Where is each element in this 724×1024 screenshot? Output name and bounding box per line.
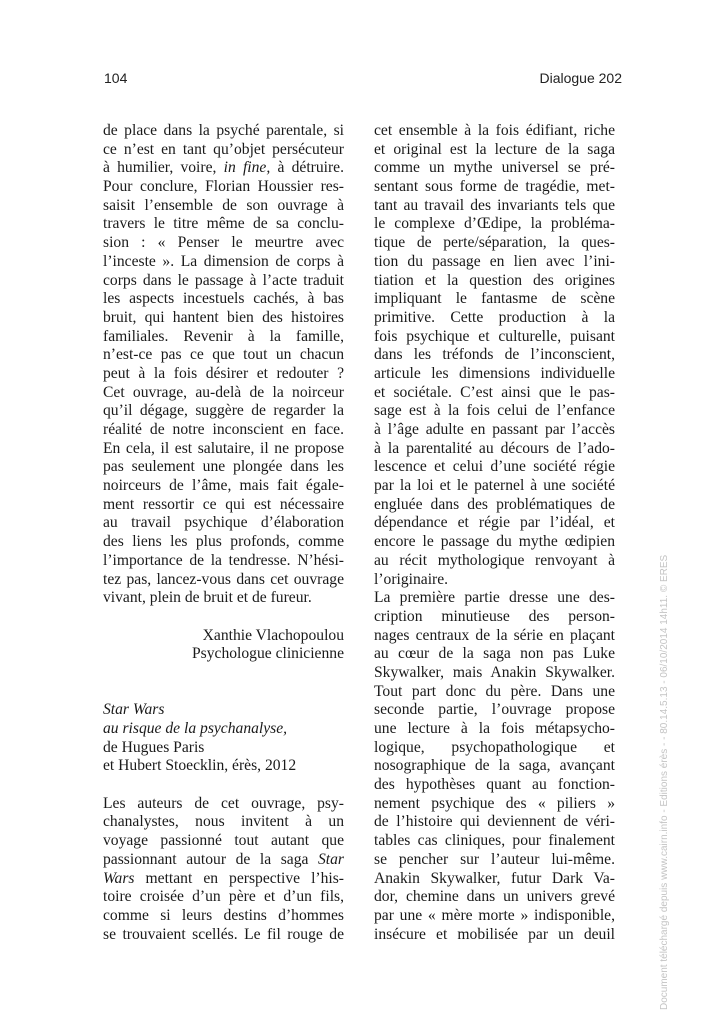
text-line: fois psychique et culturelle, puisant	[374, 327, 615, 345]
text-line: sage est à la fois celui de l’enfance	[374, 402, 615, 420]
text-line: articule les dimensions individuelle	[374, 364, 615, 382]
text-line: les aspects incestuels cachés, à bas	[103, 290, 344, 308]
text-line: et original est la lecture de la saga	[374, 140, 615, 158]
text-line: des liens les plus profonds, comme	[103, 533, 344, 551]
text-line: à humilier, voire, in fine, à détruire.	[103, 159, 345, 177]
text-line: insécure et mobilisée par un deuil	[374, 925, 615, 943]
text-line: le complexe d’Œdipe, la probléma-	[374, 215, 615, 233]
text-line: Tout part donc du père. Dans une	[374, 682, 615, 700]
book-title-line-1: Star Wars	[103, 701, 165, 719]
text-line: de place dans la psyché parentale, si	[103, 122, 344, 139]
text-line: et sociétale. C’est ainsi que le pas-	[374, 383, 615, 401]
text-line: pas seulement une plongée dans les	[103, 458, 344, 476]
text-line: au récit mythologique renvoyant à	[374, 551, 615, 569]
text-line: l’inceste ». La dimension de corps à	[103, 252, 344, 270]
text-line: des hypothèses quant au fonction-	[374, 776, 615, 794]
text-line: par la loi et le paternel à une société	[374, 477, 615, 495]
text-line: tion du passage en lien avec l’ini-	[374, 252, 615, 270]
text-line: Pour conclure, Florian Houssier res-	[103, 178, 344, 196]
text-line: logique, psychopathologique et	[374, 738, 615, 756]
text-line: familiales. Revenir à la famille,	[103, 327, 344, 345]
text-line: par une « mère morte » indisponible,	[374, 906, 615, 924]
text-line: engluée dans des problématiques de	[374, 495, 615, 513]
text-line: impliquant le fantasme de scène	[374, 290, 615, 308]
text-line: se pencher sur l’auteur lui-même.	[374, 850, 615, 868]
text-line: seconde partie, l’ouvrage propose	[374, 701, 615, 719]
text-line: tant au travail des invariants tels que	[374, 196, 615, 214]
review-paragraph-ending	[103, 122, 344, 608]
review-paragraph-description	[374, 589, 615, 944]
text-line: nosographique de la saga, avançant	[374, 757, 615, 775]
text-line: dor, chemine dans un univers grevé	[374, 888, 615, 906]
text-line: ce n’est en tant qu’objet persécuteur	[103, 140, 344, 158]
download-watermark: Document téléchargé depuis www.cairn.info - Editions érès - - 80.14.5.13 - 06/10/2014 14h11. © ERES	[659, 554, 670, 1010]
text-line: tique de perte/séparation, la ques-	[374, 234, 615, 252]
right-column	[374, 122, 615, 944]
text-line: primitive. Cette production à la	[374, 308, 615, 326]
text-line: n’est-ce pas ce que tout un chacun	[103, 346, 344, 364]
text-line: Cet ouvrage, au-delà de la noirceur	[103, 383, 344, 401]
text-line: au cœur de la saga non pas Luke	[374, 645, 615, 663]
text-line: En cela, il est salutaire, il ne propose	[103, 439, 344, 457]
text-line: à la parentalité au décours de l’ado-	[374, 439, 615, 457]
text-line: La première partie dresse une des-	[374, 589, 615, 607]
book-title-line-2: au risque de la psychanalyse,	[103, 720, 288, 737]
text-line: au travail psychique d’élaboration	[103, 514, 344, 532]
text-line: qu’il dégage, suggère de regarder la	[103, 402, 344, 420]
text-line: comme si leurs destins d’hommes	[103, 906, 344, 924]
text-line: chanalystes, nous invitent à un	[103, 813, 344, 831]
text-line: une lecture à la fois métapsycho-	[374, 720, 615, 737]
text-line: tables cas cliniques, pour finalement	[374, 832, 615, 850]
journal-title: Dialogue 202	[539, 70, 622, 86]
review-paragraph-start	[103, 795, 344, 945]
text-line: travers le titre même de sa conclu-	[103, 215, 344, 233]
text-line: sentant sous forme de tragédie, met-	[374, 178, 615, 196]
text-line: Anakin Skywalker, futur Dark Va-	[374, 869, 615, 887]
text-line: cription minutieuse des person-	[374, 607, 615, 625]
text-line: toire croisée d’un père et d’un fils,	[103, 888, 344, 906]
text-line: Skywalker, mais Anakin Skywalker.	[374, 663, 615, 681]
text-line: sion : « Penser le meurtre avec	[103, 234, 344, 252]
text-line: lescence et celui d’une société régie	[374, 458, 615, 476]
text-line: nement psychique des « piliers »	[374, 794, 615, 812]
text-line: à l’âge adulte en passant par l’accès	[374, 421, 615, 438]
text-line: noirceurs de l’âme, mais fait égale-	[103, 477, 344, 495]
text-line: tez pas, lancez-vous dans cet ouvrage	[103, 570, 344, 588]
text-line: saisit l’ensemble de son ouvrage à	[103, 196, 344, 214]
text-line: cet ensemble à la fois édifiant, riche	[374, 122, 615, 139]
signature-name: Xanthie Vlachopoulou	[202, 626, 344, 644]
text-line: bruit, qui hantent bien des histoires	[103, 308, 344, 326]
text-line: passionnant autour de la saga Star	[103, 850, 344, 868]
text-line: Les auteurs de cet ouvrage, psy-	[103, 794, 344, 812]
text-line: de l’histoire qui deviennent de véri-	[374, 813, 615, 831]
book-author-line-2: et Hubert Stoecklin, érès, 2012	[103, 757, 297, 775]
page-number: 104	[104, 70, 128, 86]
text-line: tiation et la question des origines	[374, 271, 615, 289]
review-paragraph-continued	[374, 122, 615, 589]
text-line: l’originaire.	[374, 570, 449, 588]
text-line: Wars mettant en perspective l’his-	[103, 869, 344, 887]
text-line: dans les tréfonds de l’inconscient,	[374, 346, 615, 364]
text-line: réalité de notre inconscient en face.	[103, 421, 344, 438]
text-line: ment ressortir ce qui est nécessaire	[103, 495, 344, 513]
text-line: se trouvaient scellés. Le fil rouge de	[103, 925, 344, 943]
text-line: nages centraux de la série en plaçant	[374, 626, 615, 644]
text-line: peut à la fois désirer et redouter ?	[103, 364, 344, 382]
text-line: encore le passage du mythe œdipien	[374, 533, 615, 551]
text-line: corps dans le passage à l’acte traduit	[103, 271, 344, 289]
signature-role: Psychologue clinicienne	[191, 645, 344, 663]
text-line: voyage passionné tout autant que	[103, 832, 344, 850]
left-column	[103, 122, 344, 944]
book-author-line-1: de Hugues Paris	[103, 738, 205, 756]
text-line: dépendance et régie par l’idéal, et	[374, 514, 615, 532]
text-line: comme un mythe universel se pré-	[374, 159, 615, 177]
text-line: l’importance de la tendresse. N’hési-	[103, 551, 344, 569]
text-line: vivant, plein de bruit et de fureur.	[103, 589, 312, 607]
